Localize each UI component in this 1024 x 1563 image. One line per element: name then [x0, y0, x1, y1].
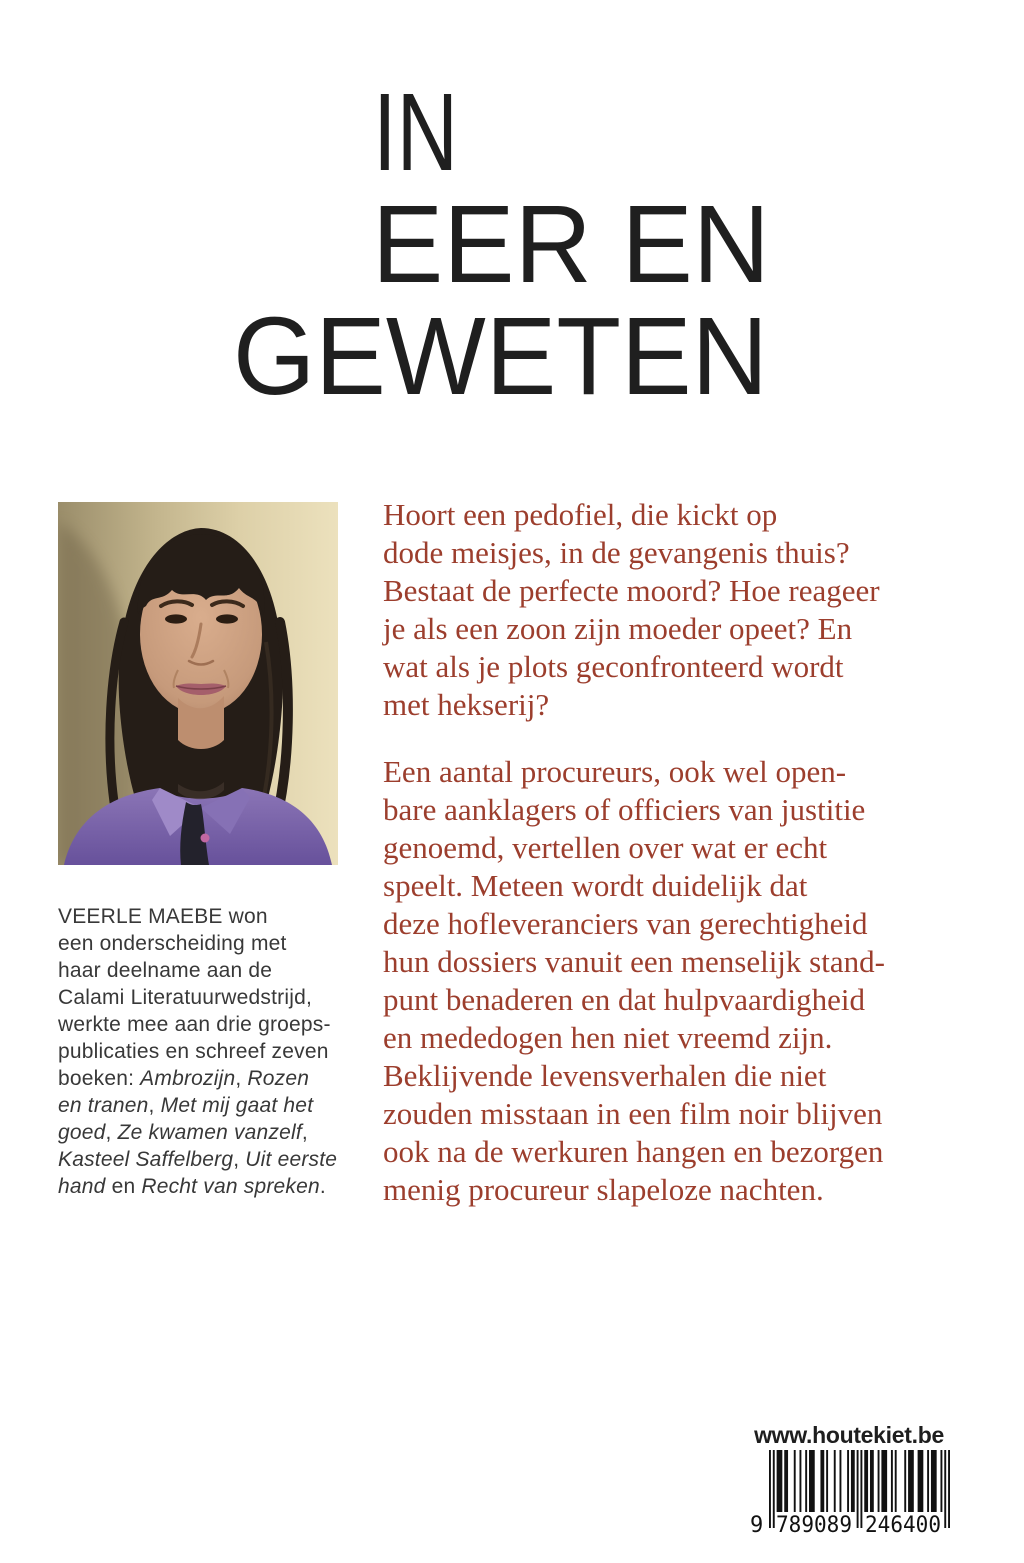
photo-eye-left	[165, 614, 187, 623]
blurb-paragraph-2: Een aantal procureurs, ook wel open- bare aanklagers of officiers van justitie genoemd, vertellen over wat er echt speelt. Meteen wordt duidelijk dat deze hofleveranciers van gerechtigheid hun dossiers vanuit een menselijk stand- punt benaderen en dat hulpvaardigheid en mededogen hen niet vreemd zijn. Beklijvende levensverhalen die niet zouden misstaan in een film noir blijven ook na de werkuren hangen en bezorgen menig procureur slapeloze nachten.	[383, 754, 885, 1207]
author-bio: VEERLE MAEBE won een onderscheiding met haar deelname aan de Calami Literatuurwedstrijd, werkte mee aan drie groeps- publicaties en schreef zeven boeken: Ambrozijn, Rozen en tranen, Met mij gaat het goed, Ze kwamen vanzelf, Kasteel Saffelberg, Uit eerste hand en Recht van spreken.	[58, 905, 338, 1198]
title-line-3: GEWETEN	[233, 295, 768, 418]
book-title	[0, 0, 1024, 430]
title-line-2: EER EN	[372, 183, 770, 306]
photo-eye-right	[216, 614, 238, 623]
title-line-1: IN	[373, 71, 458, 194]
photo-button	[201, 834, 210, 843]
isbn-digits-left: 789089	[776, 1513, 852, 1534]
blurb-paragraph-1: Hoort een pedofiel, die kickt op dode meisjes, in de gevangenis thuis? Bestaat de perfecte moord? Hoe reageer je als een zoon zijn moeder opeet? En wat als je plots geconfronteerd wordt met hekserij?	[383, 497, 880, 722]
isbn-digits-right: 246400	[865, 1513, 941, 1534]
publisher-website: www.houtekiet.be	[754, 1422, 944, 1448]
isbn-digit-first: 9	[750, 1513, 764, 1534]
author-photo	[58, 502, 338, 865]
isbn-barcode	[748, 1450, 950, 1534]
